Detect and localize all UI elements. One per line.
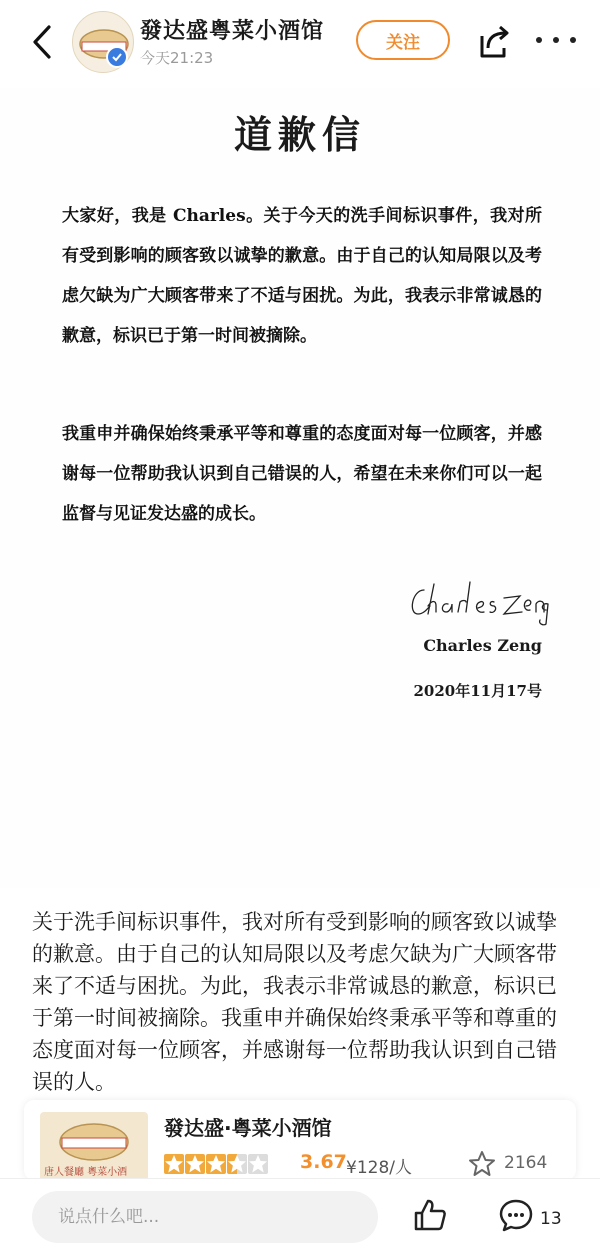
- rating-star-icon: [227, 1154, 247, 1174]
- rating-stars: [164, 1154, 268, 1174]
- rating-star-icon: [248, 1154, 268, 1174]
- shop-thumbnail: [40, 1112, 148, 1184]
- letter-title: 道歉信: [233, 112, 366, 157]
- letter-paragraph-2: 我重申并确保始终秉承平等和尊重的态度面对每一位顾客，并感谢每一位帮助我认识到自己错误的人，希望在未来你们可以一起监督与见证发达盛的成长。: [62, 424, 542, 524]
- share-icon[interactable]: [474, 22, 514, 62]
- signature-name: Charles Zeng: [423, 636, 542, 655]
- handwritten-signature: [404, 576, 550, 626]
- favorite-count: 2164: [504, 1153, 548, 1173]
- rating-star-icon: [206, 1154, 226, 1174]
- back-arrow-icon[interactable]: [22, 20, 62, 64]
- letter-paragraph-1: 大家好，我是 Charles。关于今天的洗手间标识事件，我对所有受到影响的顾客致以诚挚的歉意。由于自己的认知局限以及考虑欠缺为广大顾客带来了不适与困扰。为此，我表示非常诚恳的歉意，标识已于第一时间被摘除。: [62, 206, 542, 346]
- bottom-action-bar: [0, 1178, 600, 1256]
- letter-date: 2020年11月17号: [413, 682, 542, 700]
- rating-score: 3.67: [300, 1151, 347, 1173]
- apology-letter-image: [0, 88, 600, 888]
- follow-button[interactable]: 关注: [356, 20, 450, 60]
- comment-count: 13: [540, 1209, 562, 1229]
- shop-name[interactable]: 發达盛粤菜小酒馆: [140, 19, 325, 44]
- comment-bubble-icon[interactable]: [498, 1197, 534, 1233]
- like-thumb-icon[interactable]: [412, 1197, 448, 1233]
- rating-star-icon: [164, 1154, 184, 1174]
- rating-star-icon: [185, 1154, 205, 1174]
- more-options-icon[interactable]: [536, 28, 576, 52]
- shop-card[interactable]: [24, 1100, 576, 1180]
- favorite-star-icon[interactable]: [468, 1150, 496, 1178]
- verified-badge-icon: [106, 46, 128, 68]
- post-time: 今天21:23: [140, 49, 214, 67]
- price-per-person: ¥128/人: [346, 1158, 412, 1178]
- shop-card-name: 發达盛·粤菜小酒馆: [164, 1116, 332, 1140]
- comment-input[interactable]: 说点什么吧...: [32, 1191, 378, 1243]
- post-caption: 关于洗手间标识事件，我对所有受到影响的顾客致以诚挚的歉意。由于自己的认知局限以及考虑欠缺为广大顾客带来了不适与困扰。为此，我表示非常诚恳的歉意，标识已于第一时间被摘除。我重申并确保始终秉承平等和尊重的态度面对每一位顾客，并感谢每一位帮助我认识到自己错误的人。: [32, 910, 557, 1094]
- thumbnail-label: 唐人餐廳 粵菜小酒: [44, 1167, 128, 1178]
- post-header: [0, 0, 600, 88]
